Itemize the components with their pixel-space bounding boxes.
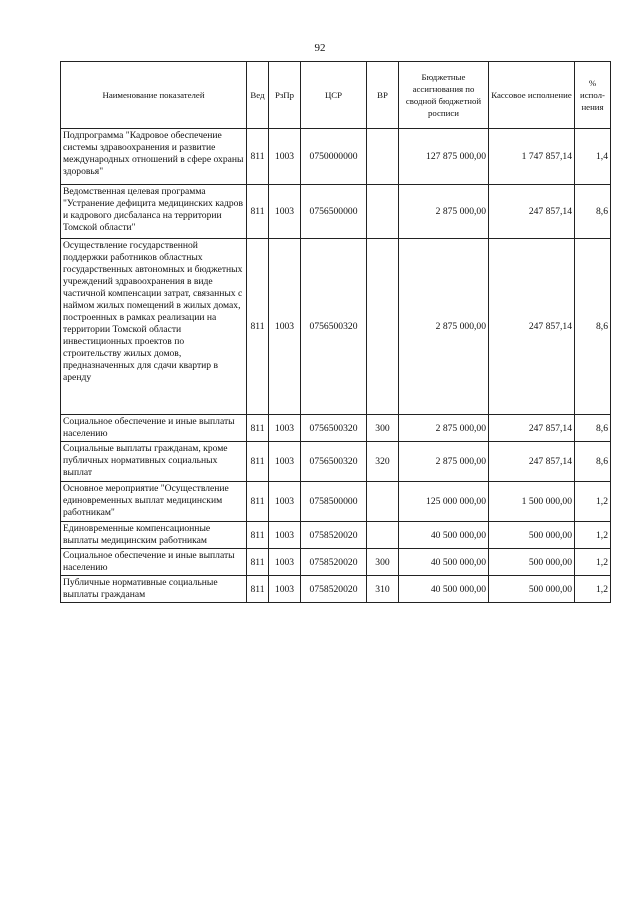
row-budget: 40 500 000,00 [399,549,489,576]
table-row [61,482,611,522]
row-budget: 2 875 000,00 [399,442,489,482]
row-csr: 0758520020 [301,522,367,549]
row-vr: 300 [367,415,399,442]
row-percent: 1,2 [575,522,611,549]
header-csr: ЦСР [301,62,367,129]
row-percent: 1,2 [575,482,611,522]
row-ved: 811 [247,239,269,415]
header-execution: Кассовое исполнение [489,62,575,129]
header-percent: % испол-нения [575,62,611,129]
row-vr [367,482,399,522]
row-percent: 1,2 [575,549,611,576]
row-execution: 247 857,14 [489,239,575,415]
table-row [61,185,611,239]
row-percent: 1,4 [575,129,611,185]
row-ved: 811 [247,482,269,522]
row-name: Единовременные компенсационные выплаты медицинским работникам [61,522,247,549]
row-name: Социальные выплаты гражданам, кроме публичных нормативных социальных выплат [61,442,247,482]
row-csr: 0756500320 [301,442,367,482]
row-budget: 2 875 000,00 [399,239,489,415]
row-csr: 0758500000 [301,482,367,522]
table-row [61,549,611,576]
table-row [61,442,611,482]
row-vr [367,129,399,185]
table-row [61,129,611,185]
row-name: Социальное обеспечение и иные выплаты населению [61,549,247,576]
row-csr: 0750000000 [301,129,367,185]
row-rzpr: 1003 [269,549,301,576]
row-csr: 0756500320 [301,415,367,442]
row-percent: 8,6 [575,415,611,442]
row-ved: 811 [247,576,269,603]
row-vr: 310 [367,576,399,603]
table-row [61,239,611,415]
row-percent: 8,6 [575,185,611,239]
row-execution: 1 500 000,00 [489,482,575,522]
row-csr: 0758520020 [301,576,367,603]
row-execution: 247 857,14 [489,185,575,239]
row-execution: 1 747 857,14 [489,129,575,185]
row-rzpr: 1003 [269,239,301,415]
table-row [61,415,611,442]
row-name: Социальное обеспечение и иные выплаты населению [61,415,247,442]
row-execution: 247 857,14 [489,415,575,442]
row-name: Публичные нормативные социальные выплаты гражданам [61,576,247,603]
row-rzpr: 1003 [269,482,301,522]
header-budget: Бюджетные ассигнования по сводной бюджетной росписи [399,62,489,129]
row-name: Ведомственная целевая программа "Устранение дефицита медицинских кадров и кадрового дисбаланса на территории Томской области" [61,185,247,239]
header-vr: ВР [367,62,399,129]
row-budget: 40 500 000,00 [399,576,489,603]
row-ved: 811 [247,415,269,442]
table-header-row [61,62,611,129]
row-name: Основное мероприятие "Осуществление единовременных выплат медицинским работникам" [61,482,247,522]
row-ved: 811 [247,185,269,239]
budget-execution-table [60,61,611,603]
row-budget: 2 875 000,00 [399,185,489,239]
row-execution: 500 000,00 [489,522,575,549]
row-vr [367,522,399,549]
header-rzpr: РзПр [269,62,301,129]
row-rzpr: 1003 [269,129,301,185]
row-rzpr: 1003 [269,442,301,482]
row-vr [367,185,399,239]
header-ved: Вед [247,62,269,129]
row-percent: 1,2 [575,576,611,603]
row-execution: 500 000,00 [489,576,575,603]
row-budget: 2 875 000,00 [399,415,489,442]
row-ved: 811 [247,522,269,549]
row-rzpr: 1003 [269,415,301,442]
row-ved: 811 [247,549,269,576]
row-csr: 0756500000 [301,185,367,239]
table-row [61,576,611,603]
row-percent: 8,6 [575,442,611,482]
row-name: Подпрограмма "Кадровое обеспечение системы здравоохранения и развитие международных отношений в сфере охраны здоровья" [61,129,247,185]
row-execution: 247 857,14 [489,442,575,482]
row-budget: 40 500 000,00 [399,522,489,549]
header-name: Наименование показателей [61,62,247,129]
row-vr [367,239,399,415]
row-vr: 320 [367,442,399,482]
row-vr: 300 [367,549,399,576]
row-rzpr: 1003 [269,522,301,549]
row-rzpr: 1003 [269,576,301,603]
row-budget: 127 875 000,00 [399,129,489,185]
row-ved: 811 [247,442,269,482]
row-name: Осуществление государственной поддержки работников областных государственных автономных и бюджетных учреждений здравоохранения в виде частичной компенсации затрат, связанных с наймом жилых помещений в жилых домах, построенных в рамках реализации на территории Томской области инвестиционных проектов по строительству жилых домов, предназначенных для сдачи квартир в аренду [61,239,247,415]
table-row [61,522,611,549]
row-csr: 0758520020 [301,549,367,576]
row-ved: 811 [247,129,269,185]
row-budget: 125 000 000,00 [399,482,489,522]
row-percent: 8,6 [575,239,611,415]
page-number: 92 [314,42,326,54]
row-execution: 500 000,00 [489,549,575,576]
row-rzpr: 1003 [269,185,301,239]
row-csr: 0756500320 [301,239,367,415]
